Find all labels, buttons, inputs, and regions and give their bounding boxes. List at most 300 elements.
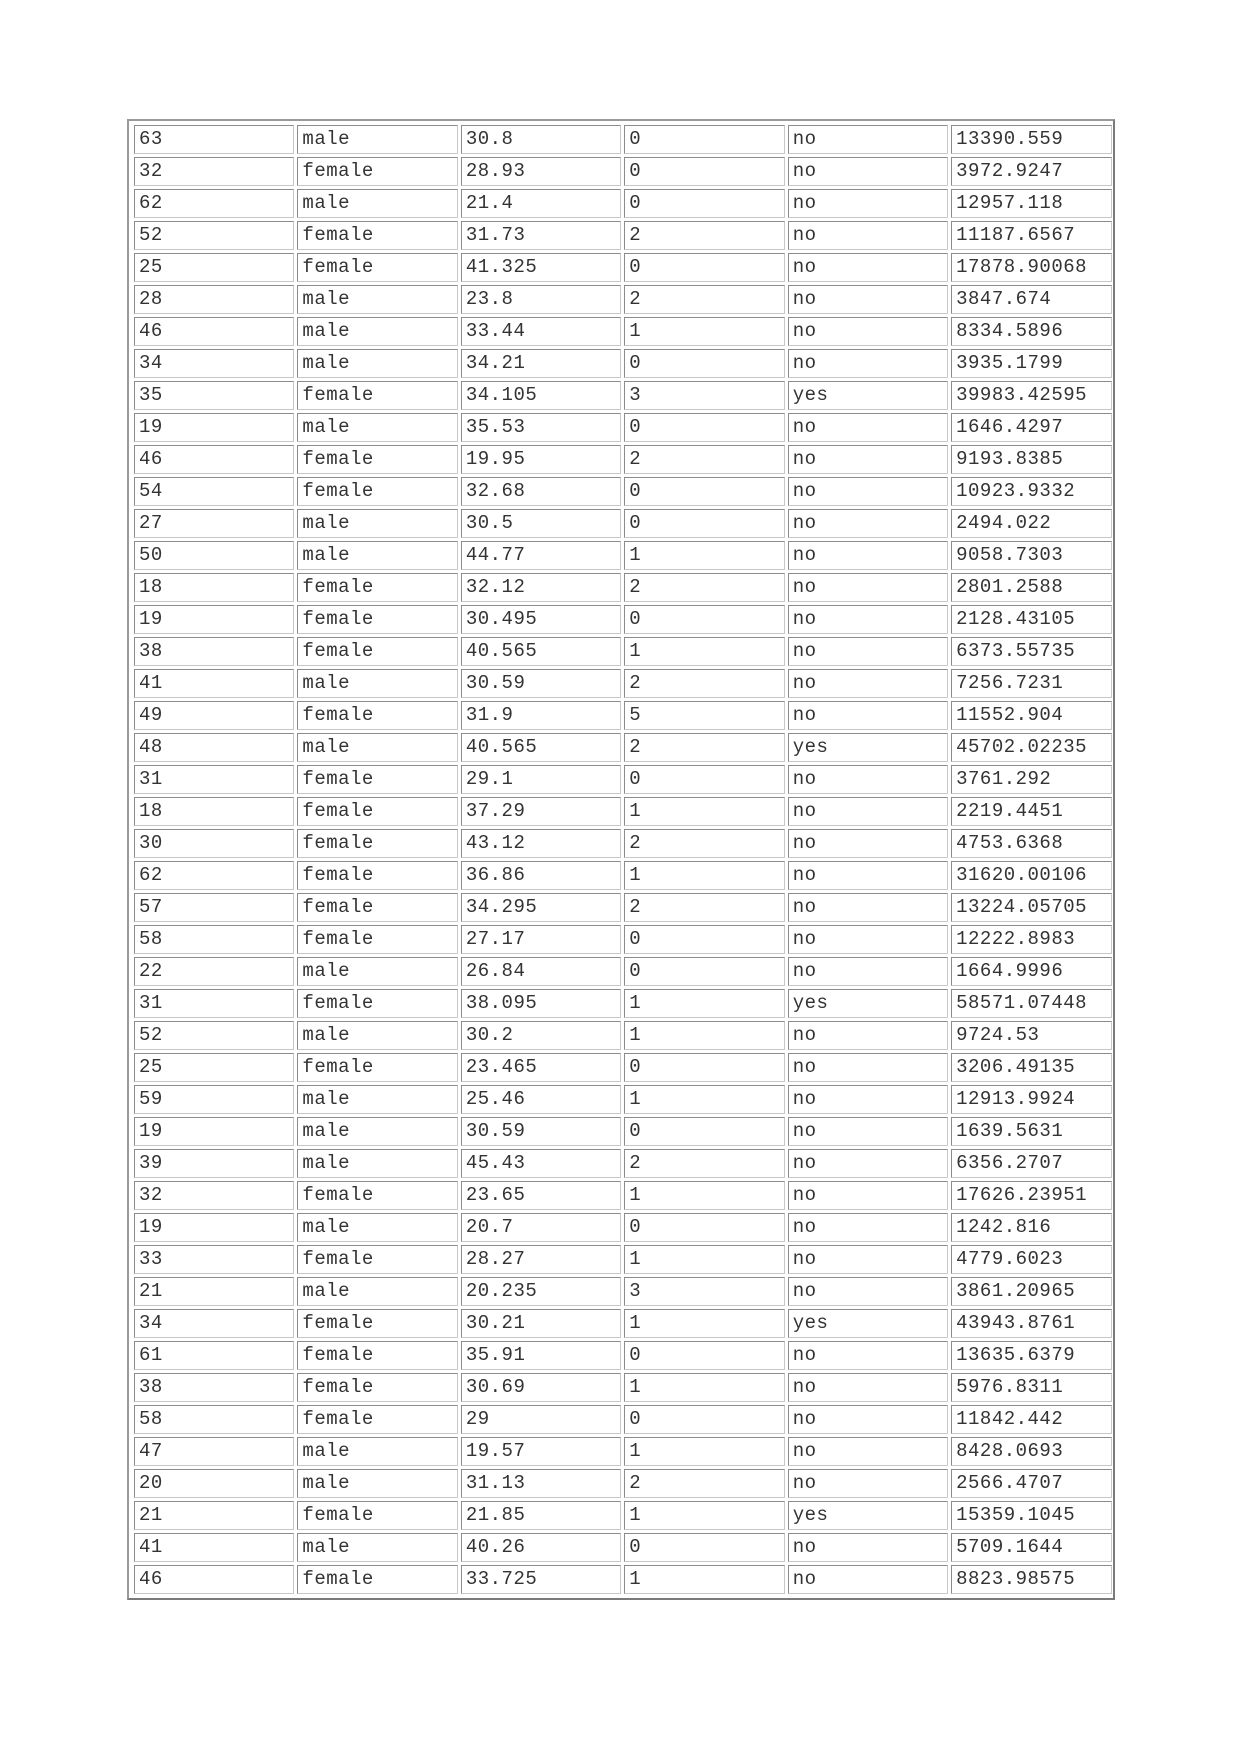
- age-cell: 22: [134, 957, 294, 986]
- table-row: [134, 1021, 1112, 1050]
- smoker-cell: no: [788, 477, 948, 506]
- sex-cell: female: [297, 1501, 457, 1530]
- charges-cell: 1664.9996: [951, 957, 1112, 986]
- sex-cell: female: [297, 1405, 457, 1434]
- charges-cell: 58571.07448: [951, 989, 1112, 1018]
- age-cell: 28: [134, 285, 294, 314]
- smoker-cell: no: [788, 669, 948, 698]
- charges-cell: 39983.42595: [951, 381, 1112, 410]
- smoker-cell: no: [788, 253, 948, 282]
- table-row: [134, 1341, 1112, 1370]
- charges-cell: 13224.05705: [951, 893, 1112, 922]
- age-cell: 38: [134, 637, 294, 666]
- charges-cell: 5976.8311: [951, 1373, 1112, 1402]
- smoker-cell: no: [788, 893, 948, 922]
- children-cell: 0: [624, 125, 784, 154]
- table-row: [134, 349, 1112, 378]
- table-row: [134, 861, 1112, 890]
- bmi-cell: 19.57: [461, 1437, 621, 1466]
- children-cell: 1: [624, 1021, 784, 1050]
- children-cell: 3: [624, 1277, 784, 1306]
- age-cell: 32: [134, 1181, 294, 1210]
- age-cell: 32: [134, 157, 294, 186]
- age-cell: 25: [134, 1053, 294, 1082]
- age-cell: 61: [134, 1341, 294, 1370]
- charges-cell: 11187.6567: [951, 221, 1112, 250]
- bmi-cell: 31.13: [461, 1469, 621, 1498]
- table-row: [134, 925, 1112, 954]
- age-cell: 21: [134, 1501, 294, 1530]
- table-row: [134, 957, 1112, 986]
- age-cell: 34: [134, 1309, 294, 1338]
- table-row: [134, 445, 1112, 474]
- smoker-cell: no: [788, 701, 948, 730]
- age-cell: 63: [134, 125, 294, 154]
- smoker-cell: no: [788, 1373, 948, 1402]
- bmi-cell: 29.1: [461, 765, 621, 794]
- charges-cell: 3935.1799: [951, 349, 1112, 378]
- children-cell: 1: [624, 797, 784, 826]
- sex-cell: male: [297, 1533, 457, 1562]
- smoker-cell: yes: [788, 1309, 948, 1338]
- bmi-cell: 19.95: [461, 445, 621, 474]
- age-cell: 39: [134, 1149, 294, 1178]
- age-cell: 46: [134, 317, 294, 346]
- age-cell: 25: [134, 253, 294, 282]
- age-cell: 31: [134, 765, 294, 794]
- children-cell: 0: [624, 1533, 784, 1562]
- children-cell: 0: [624, 253, 784, 282]
- smoker-cell: no: [788, 797, 948, 826]
- sex-cell: female: [297, 797, 457, 826]
- children-cell: 0: [624, 477, 784, 506]
- bmi-cell: 30.495: [461, 605, 621, 634]
- children-cell: 1: [624, 1565, 784, 1594]
- charges-cell: 3761.292: [951, 765, 1112, 794]
- children-cell: 1: [624, 989, 784, 1018]
- smoker-cell: no: [788, 125, 948, 154]
- sex-cell: female: [297, 925, 457, 954]
- sex-cell: male: [297, 1277, 457, 1306]
- bmi-cell: 34.21: [461, 349, 621, 378]
- sex-cell: male: [297, 1469, 457, 1498]
- charges-cell: 2219.4451: [951, 797, 1112, 826]
- charges-cell: 2801.2588: [951, 573, 1112, 602]
- table-row: [134, 1149, 1112, 1178]
- bmi-cell: 25.46: [461, 1085, 621, 1114]
- smoker-cell: no: [788, 1053, 948, 1082]
- children-cell: 0: [624, 1405, 784, 1434]
- charges-cell: 1639.5631: [951, 1117, 1112, 1146]
- charges-cell: 6373.55735: [951, 637, 1112, 666]
- bmi-cell: 45.43: [461, 1149, 621, 1178]
- smoker-cell: no: [788, 1085, 948, 1114]
- children-cell: 5: [624, 701, 784, 730]
- table-row: [134, 1213, 1112, 1242]
- charges-cell: 31620.00106: [951, 861, 1112, 890]
- table-row: [134, 189, 1112, 218]
- children-cell: 0: [624, 1341, 784, 1370]
- charges-cell: 2494.022: [951, 509, 1112, 538]
- table-row: [134, 1373, 1112, 1402]
- charges-cell: 8428.0693: [951, 1437, 1112, 1466]
- table-row: [134, 605, 1112, 634]
- charges-cell: 2566.4707: [951, 1469, 1112, 1498]
- charges-cell: 3847.674: [951, 285, 1112, 314]
- smoker-cell: no: [788, 573, 948, 602]
- table-row: [134, 669, 1112, 698]
- table-row: [134, 893, 1112, 922]
- bmi-cell: 23.8: [461, 285, 621, 314]
- sex-cell: male: [297, 1213, 457, 1242]
- charges-cell: 6356.2707: [951, 1149, 1112, 1178]
- table-row: [134, 509, 1112, 538]
- children-cell: 1: [624, 317, 784, 346]
- bmi-cell: 30.2: [461, 1021, 621, 1050]
- smoker-cell: no: [788, 413, 948, 442]
- bmi-cell: 40.565: [461, 637, 621, 666]
- table-row: [134, 1309, 1112, 1338]
- charges-cell: 9724.53: [951, 1021, 1112, 1050]
- age-cell: 52: [134, 221, 294, 250]
- smoker-cell: yes: [788, 733, 948, 762]
- age-cell: 35: [134, 381, 294, 410]
- children-cell: 2: [624, 573, 784, 602]
- charges-cell: 9193.8385: [951, 445, 1112, 474]
- children-cell: 0: [624, 765, 784, 794]
- bmi-cell: 20.7: [461, 1213, 621, 1242]
- smoker-cell: no: [788, 1341, 948, 1370]
- children-cell: 0: [624, 349, 784, 378]
- bmi-cell: 37.29: [461, 797, 621, 826]
- table-row: [134, 157, 1112, 186]
- sex-cell: female: [297, 1341, 457, 1370]
- charges-cell: 45702.02235: [951, 733, 1112, 762]
- charges-cell: 1242.816: [951, 1213, 1112, 1242]
- table-row: [134, 989, 1112, 1018]
- table-row: [134, 573, 1112, 602]
- smoker-cell: no: [788, 349, 948, 378]
- bmi-cell: 35.53: [461, 413, 621, 442]
- bmi-cell: 33.44: [461, 317, 621, 346]
- sex-cell: female: [297, 861, 457, 890]
- sex-cell: female: [297, 573, 457, 602]
- smoker-cell: no: [788, 189, 948, 218]
- children-cell: 0: [624, 1053, 784, 1082]
- bmi-cell: 23.65: [461, 1181, 621, 1210]
- children-cell: 1: [624, 861, 784, 890]
- children-cell: 1: [624, 637, 784, 666]
- children-cell: 0: [624, 509, 784, 538]
- children-cell: 2: [624, 285, 784, 314]
- bmi-cell: 35.91: [461, 1341, 621, 1370]
- sex-cell: female: [297, 637, 457, 666]
- bmi-cell: 27.17: [461, 925, 621, 954]
- age-cell: 27: [134, 509, 294, 538]
- data-table: [131, 122, 1115, 1597]
- bmi-cell: 30.21: [461, 1309, 621, 1338]
- table-row: [134, 1469, 1112, 1498]
- smoker-cell: no: [788, 445, 948, 474]
- bmi-cell: 26.84: [461, 957, 621, 986]
- bmi-cell: 29: [461, 1405, 621, 1434]
- smoker-cell: no: [788, 1245, 948, 1274]
- charges-cell: 2128.43105: [951, 605, 1112, 634]
- sex-cell: male: [297, 285, 457, 314]
- charges-cell: 13635.6379: [951, 1341, 1112, 1370]
- sex-cell: male: [297, 669, 457, 698]
- children-cell: 2: [624, 445, 784, 474]
- sex-cell: male: [297, 733, 457, 762]
- sex-cell: female: [297, 221, 457, 250]
- bmi-cell: 31.9: [461, 701, 621, 730]
- smoker-cell: no: [788, 1117, 948, 1146]
- age-cell: 57: [134, 893, 294, 922]
- bmi-cell: 32.12: [461, 573, 621, 602]
- bmi-cell: 34.105: [461, 381, 621, 410]
- age-cell: 38: [134, 1373, 294, 1402]
- bmi-cell: 30.69: [461, 1373, 621, 1402]
- charges-cell: 15359.1045: [951, 1501, 1112, 1530]
- charges-cell: 3861.20965: [951, 1277, 1112, 1306]
- age-cell: 46: [134, 445, 294, 474]
- children-cell: 1: [624, 541, 784, 570]
- age-cell: 18: [134, 797, 294, 826]
- table-row: [134, 701, 1112, 730]
- children-cell: 1: [624, 1245, 784, 1274]
- age-cell: 21: [134, 1277, 294, 1306]
- bmi-cell: 30.5: [461, 509, 621, 538]
- age-cell: 49: [134, 701, 294, 730]
- sex-cell: female: [297, 445, 457, 474]
- children-cell: 2: [624, 1149, 784, 1178]
- sex-cell: male: [297, 1117, 457, 1146]
- sex-cell: female: [297, 1181, 457, 1210]
- charges-cell: 3972.9247: [951, 157, 1112, 186]
- children-cell: 2: [624, 669, 784, 698]
- smoker-cell: no: [788, 1213, 948, 1242]
- children-cell: 1: [624, 1309, 784, 1338]
- smoker-cell: no: [788, 1469, 948, 1498]
- table-row: [134, 1501, 1112, 1530]
- charges-cell: 12913.9924: [951, 1085, 1112, 1114]
- data-table-frame: [127, 119, 1115, 1600]
- table-row: [134, 797, 1112, 826]
- children-cell: 1: [624, 1437, 784, 1466]
- bmi-cell: 40.565: [461, 733, 621, 762]
- table-row: [134, 829, 1112, 858]
- charges-cell: 3206.49135: [951, 1053, 1112, 1082]
- smoker-cell: no: [788, 1021, 948, 1050]
- age-cell: 59: [134, 1085, 294, 1114]
- table-row: [134, 1533, 1112, 1562]
- bmi-cell: 30.59: [461, 669, 621, 698]
- smoker-cell: yes: [788, 1501, 948, 1530]
- age-cell: 30: [134, 829, 294, 858]
- bmi-cell: 33.725: [461, 1565, 621, 1594]
- table-row: [134, 1117, 1112, 1146]
- table-row: [134, 541, 1112, 570]
- charges-cell: 8334.5896: [951, 317, 1112, 346]
- children-cell: 0: [624, 925, 784, 954]
- sex-cell: female: [297, 1565, 457, 1594]
- children-cell: 2: [624, 221, 784, 250]
- children-cell: 3: [624, 381, 784, 410]
- bmi-cell: 41.325: [461, 253, 621, 282]
- sex-cell: male: [297, 317, 457, 346]
- sex-cell: male: [297, 541, 457, 570]
- smoker-cell: no: [788, 157, 948, 186]
- sex-cell: female: [297, 765, 457, 794]
- charges-cell: 1646.4297: [951, 413, 1112, 442]
- bmi-cell: 44.77: [461, 541, 621, 570]
- bmi-cell: 31.73: [461, 221, 621, 250]
- children-cell: 1: [624, 1501, 784, 1530]
- table-row: [134, 637, 1112, 666]
- age-cell: 50: [134, 541, 294, 570]
- children-cell: 0: [624, 1117, 784, 1146]
- sex-cell: male: [297, 957, 457, 986]
- age-cell: 47: [134, 1437, 294, 1466]
- charges-cell: 12957.118: [951, 189, 1112, 218]
- table-row: [134, 1565, 1112, 1594]
- smoker-cell: no: [788, 1277, 948, 1306]
- smoker-cell: no: [788, 541, 948, 570]
- smoker-cell: no: [788, 317, 948, 346]
- bmi-cell: 21.85: [461, 1501, 621, 1530]
- smoker-cell: yes: [788, 989, 948, 1018]
- sex-cell: female: [297, 1373, 457, 1402]
- sex-cell: female: [297, 381, 457, 410]
- age-cell: 41: [134, 669, 294, 698]
- age-cell: 19: [134, 1213, 294, 1242]
- children-cell: 1: [624, 1181, 784, 1210]
- sex-cell: male: [297, 125, 457, 154]
- charges-cell: 5709.1644: [951, 1533, 1112, 1562]
- age-cell: 46: [134, 1565, 294, 1594]
- children-cell: 0: [624, 1213, 784, 1242]
- charges-cell: 13390.559: [951, 125, 1112, 154]
- age-cell: 62: [134, 861, 294, 890]
- sex-cell: male: [297, 1149, 457, 1178]
- table-row: [134, 1181, 1112, 1210]
- smoker-cell: yes: [788, 381, 948, 410]
- children-cell: 2: [624, 893, 784, 922]
- children-cell: 2: [624, 733, 784, 762]
- table-row: [134, 413, 1112, 442]
- sex-cell: female: [297, 1245, 457, 1274]
- sex-cell: female: [297, 157, 457, 186]
- charges-cell: 4753.6368: [951, 829, 1112, 858]
- age-cell: 48: [134, 733, 294, 762]
- age-cell: 41: [134, 1533, 294, 1562]
- smoker-cell: no: [788, 1405, 948, 1434]
- charges-cell: 17878.90068: [951, 253, 1112, 282]
- sex-cell: male: [297, 1437, 457, 1466]
- charges-cell: 11842.442: [951, 1405, 1112, 1434]
- sex-cell: male: [297, 413, 457, 442]
- table-row: [134, 253, 1112, 282]
- table-row: [134, 477, 1112, 506]
- age-cell: 33: [134, 1245, 294, 1274]
- table-row: [134, 221, 1112, 250]
- bmi-cell: 38.095: [461, 989, 621, 1018]
- charges-cell: 7256.7231: [951, 669, 1112, 698]
- charges-cell: 12222.8983: [951, 925, 1112, 954]
- bmi-cell: 23.465: [461, 1053, 621, 1082]
- smoker-cell: no: [788, 509, 948, 538]
- table-row: [134, 1277, 1112, 1306]
- age-cell: 19: [134, 413, 294, 442]
- children-cell: 2: [624, 829, 784, 858]
- children-cell: 1: [624, 1373, 784, 1402]
- sex-cell: female: [297, 829, 457, 858]
- charges-cell: 9058.7303: [951, 541, 1112, 570]
- smoker-cell: no: [788, 637, 948, 666]
- smoker-cell: no: [788, 829, 948, 858]
- smoker-cell: no: [788, 1181, 948, 1210]
- sex-cell: female: [297, 477, 457, 506]
- charges-cell: 4779.6023: [951, 1245, 1112, 1274]
- smoker-cell: no: [788, 861, 948, 890]
- charges-cell: 10923.9332: [951, 477, 1112, 506]
- charges-cell: 17626.23951: [951, 1181, 1112, 1210]
- smoker-cell: no: [788, 957, 948, 986]
- age-cell: 19: [134, 1117, 294, 1146]
- smoker-cell: no: [788, 285, 948, 314]
- bmi-cell: 34.295: [461, 893, 621, 922]
- age-cell: 34: [134, 349, 294, 378]
- children-cell: 2: [624, 1469, 784, 1498]
- sex-cell: female: [297, 1053, 457, 1082]
- sex-cell: female: [297, 893, 457, 922]
- bmi-cell: 28.93: [461, 157, 621, 186]
- age-cell: 58: [134, 1405, 294, 1434]
- bmi-cell: 30.8: [461, 125, 621, 154]
- sex-cell: male: [297, 349, 457, 378]
- table-row: [134, 1437, 1112, 1466]
- smoker-cell: no: [788, 1533, 948, 1562]
- table-row: [134, 733, 1112, 762]
- age-cell: 31: [134, 989, 294, 1018]
- charges-cell: 11552.904: [951, 701, 1112, 730]
- smoker-cell: no: [788, 765, 948, 794]
- sex-cell: female: [297, 253, 457, 282]
- age-cell: 18: [134, 573, 294, 602]
- age-cell: 54: [134, 477, 294, 506]
- table-row: [134, 1405, 1112, 1434]
- table-row: [134, 1085, 1112, 1114]
- smoker-cell: no: [788, 221, 948, 250]
- sex-cell: female: [297, 605, 457, 634]
- bmi-cell: 43.12: [461, 829, 621, 858]
- age-cell: 58: [134, 925, 294, 954]
- children-cell: 1: [624, 1085, 784, 1114]
- bmi-cell: 36.86: [461, 861, 621, 890]
- bmi-cell: 40.26: [461, 1533, 621, 1562]
- children-cell: 0: [624, 189, 784, 218]
- children-cell: 0: [624, 605, 784, 634]
- table-row: [134, 317, 1112, 346]
- smoker-cell: no: [788, 605, 948, 634]
- age-cell: 52: [134, 1021, 294, 1050]
- sex-cell: male: [297, 1021, 457, 1050]
- children-cell: 0: [624, 157, 784, 186]
- smoker-cell: no: [788, 925, 948, 954]
- charges-cell: 43943.8761: [951, 1309, 1112, 1338]
- smoker-cell: no: [788, 1565, 948, 1594]
- smoker-cell: no: [788, 1149, 948, 1178]
